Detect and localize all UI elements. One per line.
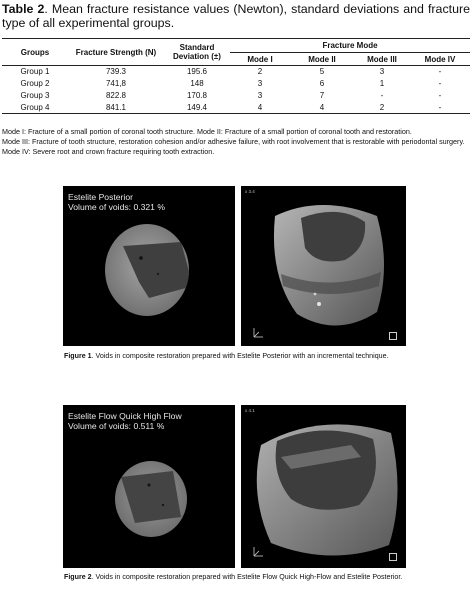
header-fracture-mode: Fracture Mode <box>230 39 470 53</box>
cell-mode-2: 7 <box>319 91 325 100</box>
cell-mode-2: 6 <box>319 79 325 88</box>
cell-sd: 149.4 <box>164 102 230 114</box>
table-caption-text: . Mean fracture resistance values (Newton), standard deviations and fracture type of all experimental groups. <box>2 2 470 30</box>
cell-mode-3: 3 <box>379 67 385 77</box>
cell-mode-3: 1 <box>379 79 385 88</box>
figure1-caption-label: Figure 1 <box>64 352 92 360</box>
figure2-material-label: Estelite Flow Quick High Flow <box>68 411 182 421</box>
figure2-caption <box>64 572 404 582</box>
cell-mode-4: - <box>438 91 442 100</box>
cell-sd: 195.6 <box>186 67 208 77</box>
cell-mode-4: - <box>438 79 442 88</box>
cell-strength: 822.8 <box>105 91 127 100</box>
cell-mode-2: 5 <box>319 67 325 77</box>
cell-sd: 148 <box>190 79 204 88</box>
figure1-caption <box>64 351 404 361</box>
figure2-3d-render-image <box>241 405 406 568</box>
figure2-axis-icon <box>251 545 265 559</box>
figure1-scale-box <box>389 332 397 340</box>
figure1-zoom-label: x 3.4 <box>245 189 255 194</box>
figure2-tooth-render <box>241 405 406 568</box>
header-mode-3: Mode III <box>354 53 410 66</box>
header-deviation: Standard Deviation (±) <box>164 39 230 66</box>
cell-group: Group 3 <box>20 91 50 100</box>
figure1-material-label: Estelite Posterior <box>68 192 133 202</box>
figure1-axis-icon <box>251 326 265 340</box>
table-note-2: Mode III: Fracture of tooth structure, restoration cohesion and/or adhesive failure, with root involvement that is restorable with periodontal surgery. Mode IV: Severe root and crown fracture requiring tooth extraction. <box>2 137 465 156</box>
figure2-zoom-label: x 4.1 <box>245 408 255 413</box>
header-strength: Fracture Strength (N) <box>68 39 164 66</box>
table-notes <box>2 127 470 157</box>
cell-mode-1: 2 <box>257 67 263 77</box>
figure1-tooth-section <box>63 186 235 346</box>
cell-mode-1: 3 <box>257 91 263 100</box>
table-note-1: Mode I: Fracture of a small portion of coronal tooth structure. Mode II: Fracture of a small portion of coronal tooth and restoration. <box>2 127 412 136</box>
cell-strength: 739.3 <box>105 67 127 77</box>
figure2-caption-text: . Voids in composite restoration prepared with Estelite Flow Quick High-Flow and Estelite Posterior. <box>91 573 403 581</box>
cell-strength: 841.1 <box>68 102 164 114</box>
figure2-cross-section-image <box>63 405 235 568</box>
cell-group: Group 4 <box>2 102 68 114</box>
fracture-results-table <box>2 38 470 114</box>
cell-mode-4: - <box>410 102 470 114</box>
figure1-voids-label: Volume of voids: 0.321 % <box>68 202 165 212</box>
cell-mode-3: - <box>380 91 384 100</box>
header-mode-4: Mode IV <box>410 53 470 66</box>
figure1-3d-render-image <box>241 186 406 346</box>
figure2-scale-box <box>389 553 397 561</box>
figure2-voids-label: Volume of voids: 0.511 % <box>68 421 165 431</box>
table-row <box>2 102 470 114</box>
figure1-cross-section-image <box>63 186 235 346</box>
cell-group: Group 2 <box>20 79 50 88</box>
cell-sd: 170.8 <box>186 91 208 100</box>
table-label: Table 2 <box>2 2 45 16</box>
header-mode-1: Mode I <box>230 53 290 66</box>
table-row <box>2 90 470 102</box>
cell-mode-1: 4 <box>230 102 290 114</box>
cell-strength: 741,8 <box>105 79 127 88</box>
table-row <box>2 66 470 78</box>
table-row <box>2 78 470 90</box>
cell-mode-4: - <box>438 67 442 77</box>
header-groups: Groups <box>2 39 68 66</box>
cell-mode-3: 2 <box>354 102 410 114</box>
cell-group: Group 1 <box>20 67 50 77</box>
cell-mode-1: 3 <box>257 79 263 88</box>
figure1-caption-text: . Voids in composite restoration prepared with Estelite Posterior with an incremental technique. <box>91 352 389 360</box>
header-mode-2: Mode II <box>290 53 354 66</box>
figure1-tooth-render <box>241 186 406 346</box>
figure2-caption-label: Figure 2 <box>64 573 92 581</box>
figure2-tooth-section <box>63 405 235 568</box>
table-caption <box>2 2 470 30</box>
cell-mode-2: 4 <box>290 102 354 114</box>
